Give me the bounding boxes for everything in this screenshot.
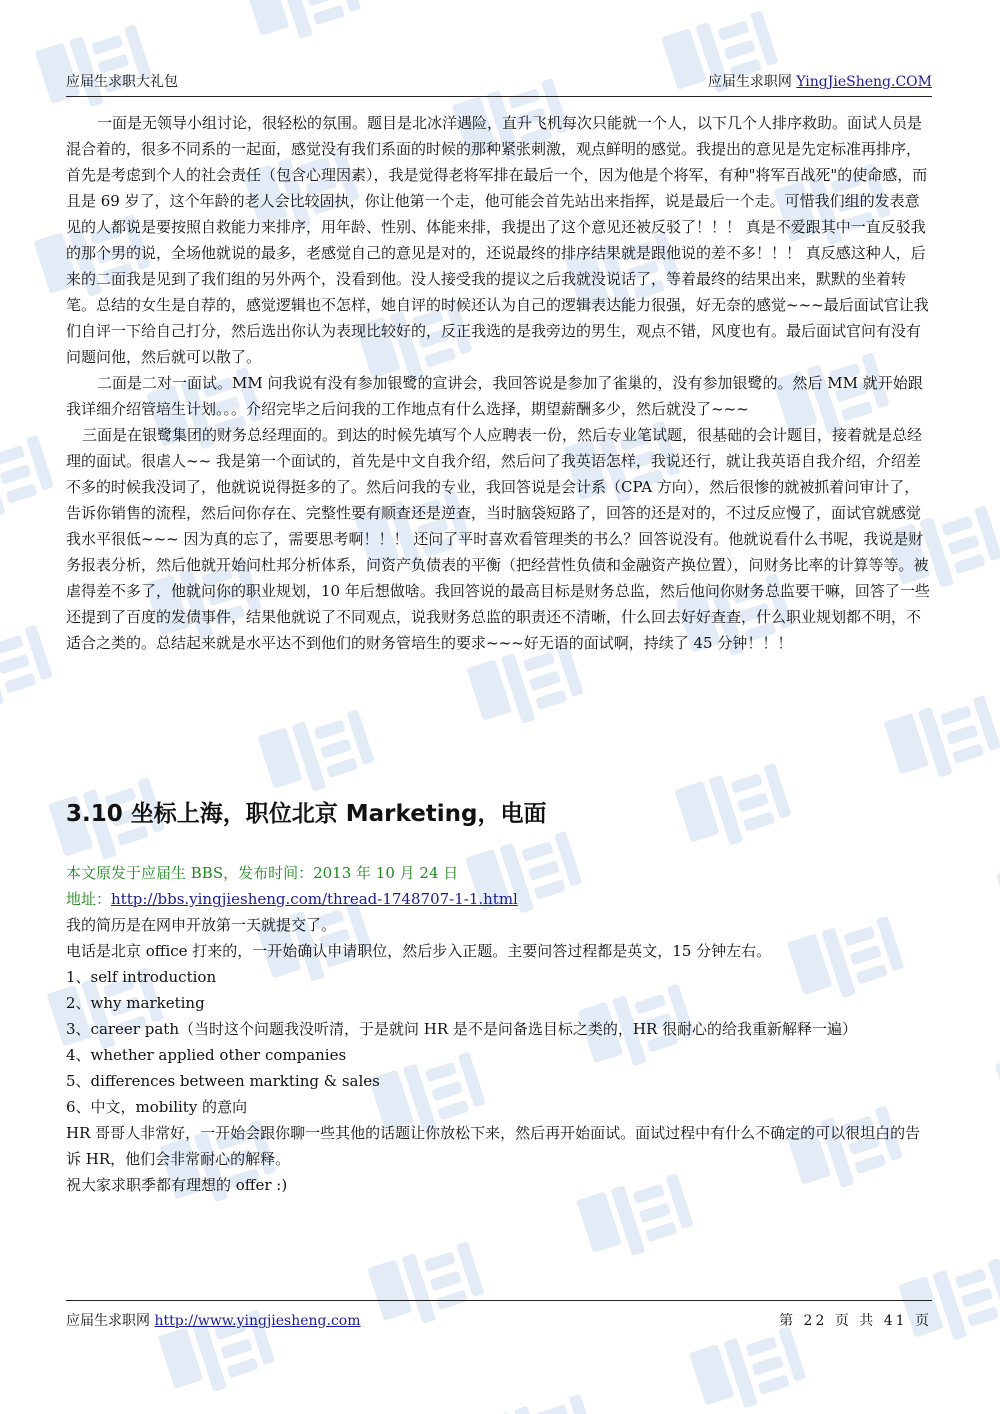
list-item: 6、中文，mobility 的意向 [66, 1098, 248, 1116]
list-item: 2、why marketing [66, 994, 205, 1012]
address-link[interactable]: http://bbs.yingjiesheng.com/thread-1748707-1-1.html [111, 890, 518, 908]
list-item: HR 哥哥人非常好，一开始会跟你聊一些其他的话题让你放松下来，然后再开始面试。面试过程中有什么不确定的可以很坦白的告诉 HR，他们会非常耐心的解释。 [66, 1124, 921, 1168]
page-footer [66, 1300, 932, 1329]
list-item: 4、whether applied other companies [66, 1046, 347, 1064]
list-item: 祝大家求职季都有理想的 offer :) [66, 1176, 288, 1194]
header-site-link[interactable]: YingJieSheng.COM [796, 74, 932, 90]
footer-site-label: 应届生求职网 [66, 1313, 155, 1329]
paragraph-first-interview: 一面是无领导小组讨论，很轻松的氛围。题目是北冰洋遇险，直升飞机每次只能就一个人，以下几个人排序救助。面试人员是混合着的，很多不同系的一起面，感觉没有我们系面的时候的那种紧张刺激，观点鲜明的感觉。我提出的意见是先定标准再排序，首先是考虑到个人的社会责任（包含心理因素），我是觉得老将军排在最后一个，因为他是个将军，有种"将军百战死"的使命感，而且是 69 岁了，这个年龄的老人会比较固执，你让他第一个走，他可能会首先站出来指挥，说是最后一个走。可惜我们组的发表意见的人都说是要按照自救能力来排序，用年龄、性别、体能来排，我提出了这个意见还被反驳了！！！ 真是不爱跟其中一直反驳我的那个男的说，全场他就说的最多，老感觉自己的意见是对的，还说最终的排序结果就是跟他说的差不多！！！ 真反感这种人，后来的二面我是见到了我们组的另外两个，没看到他。没人接受我的提议之后我就没说话了，等着最终的结果出来，默默的坐着转笔。总结的女生是自荐的，感觉逻辑也不怎样，她自评的时候还认为自己的逻辑表达能力很强，好无奈的感觉~~~最后面试官让我们自评一下给自己打分，然后选出你认为表现比较好的，反正我选的是我旁边的男生，观点不错，风度也有。最后面试官问有没有问题问他，然后就可以散了。 [66, 114, 929, 366]
footer-site-link[interactable]: http://www.yingjiesheng.com [154, 1313, 361, 1329]
post-content [66, 912, 934, 1198]
post-address [66, 886, 934, 912]
page-number: 第 22 页 共 41 页 [779, 1313, 932, 1329]
body-text [66, 110, 934, 656]
address-label: 地址： [66, 890, 112, 908]
list-item: 我的简历是在网申开放第一天就提交了。 [66, 916, 337, 934]
header-site-label: 应届生求职网 [707, 74, 797, 90]
list-item: 1、self introduction [66, 968, 217, 986]
paragraph-second-interview: 二面是二对一面试。MM 问我说有没有参加银鹭的宣讲会，我回答说是参加了雀巢的，没有参加银鹭的。然后 MM 就开始跟我详细介绍管培生计划。。。介绍完毕之后问我的工作地点有什么选择，期望薪酬多少，然后就没了~~~ [66, 374, 923, 418]
paragraph-third-interview: 三面是在银鹭集团的财务总经理面的。到达的时候先填写个人应聘表一份，然后专业笔试题，很基础的会计题目，接着就是总经理的面试。很虐人~~ 我是第一个面试的，首先是中文自我介绍，然后问了我英语怎样，我说还行，就让我英语自我介绍，介绍差不多的时候我没词了，他就说说得挺多的了。然后问我的专业，我回答说是会计系（CPA 方向），然后很惨的就被抓着问审计了，告诉你销售的流程，然后问你存在、完整性要有顺查还是逆查，当时脑袋短路了，回答的还是对的，不过反应慢了，面试官就感觉我水平很低~~~ 因为真的忘了，需要思考啊！！！ 还问了平时喜欢看管理类的书么？回答说没有。他就说看什么书呢，我说是财务报表分析，然后他就开始问杜邦分析体系，问资产负债表的平衡（把经营性负债和金融资产换位置），问财务比率的计算等等。被虐得差不多了，他就问你的职业规划，10 年后想做啥。我回答说的最高目标是财务总监，然后他问你财务总监要干嘛，回答了一些还提到了百度的发债事件，结果他就说了不同观点，说我财务总监的职责还不清晰，什么回去好好查查，什么职业规划都不明，不适合之类的。总结起来就是水平达不到他们的财务管培生的要求~~~好无语的面试啊，持续了 45 分钟！！！ [66, 426, 930, 652]
list-item: 3、career path（当时这个问题我没听清，于是就问 HR 是不是问备选目标之类的，HR 很耐心的给我重新解释一遍） [66, 1020, 858, 1038]
post-meta [66, 860, 934, 912]
header-title: 应届生求职大礼包 [66, 74, 178, 90]
footer-site [66, 1309, 361, 1333]
list-item: 5、differences between markting & sales [66, 1072, 380, 1090]
list-item: 电话是北京 office 打来的，一开始确认申请职位，然后步入正题。主要问答过程都是英文，15 分钟左右。 [66, 942, 772, 960]
page-header [66, 70, 932, 97]
header-site [708, 70, 932, 94]
post-source: 本文原发于应届生 BBS，发布时间：2013 年 10 月 24 日 [66, 864, 459, 882]
section-heading: 3.10 坐标上海，职位北京 Marketing，电面 [66, 801, 547, 827]
